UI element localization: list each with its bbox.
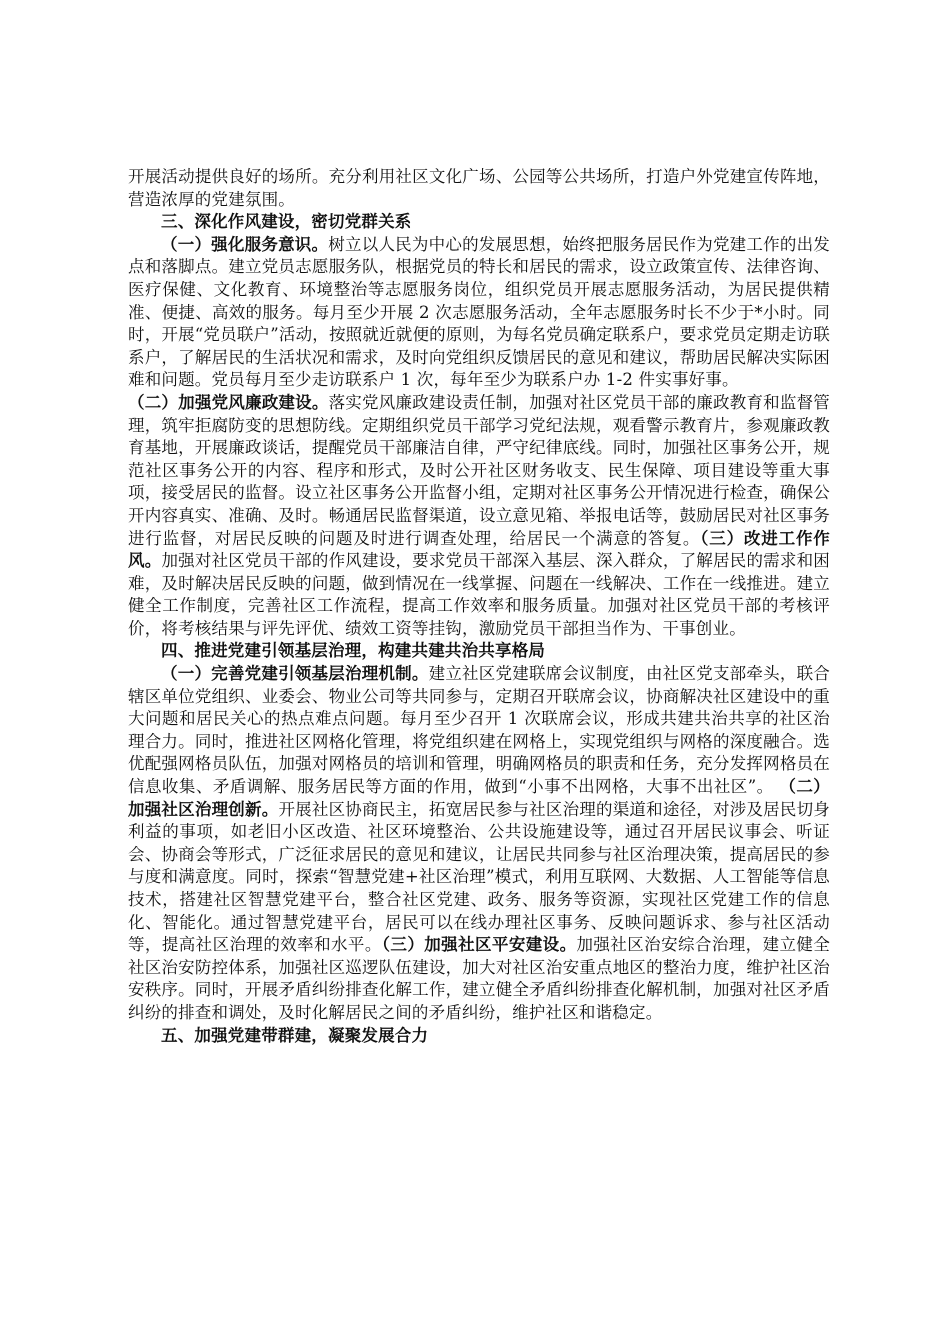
section-heading-5: 五、加强党建带群建，凝聚发展合力 <box>161 1025 429 1045</box>
document-page <box>128 166 830 1047</box>
paragraph-text: 加强对社区党员干部的作风建设，要求党员干部深入基层、深入群众，了解居民的需求和困难，及时解决居民反映的问题，做到情况在一线掌握、问题在一线解决、工作在一线推进。建立健全工作制度，完善社区工作流程，提高工作效率和服务质量。加强对社区党员干部的考核评价，将考核结果与评先评优、绩效工资等挂钩，激励党员干部担当作为、干事创业。 <box>128 551 831 638</box>
subheading-3-2: （二）加强党风廉政建设。 <box>128 392 329 412</box>
paragraph-3-1 <box>128 234 830 392</box>
paragraph-3-2 <box>128 392 830 641</box>
section-heading-4: 四、推进党建引领基层治理，构建共建共治共享格局 <box>161 641 546 661</box>
paragraph-text: 开展活动提供良好的场所。充分利用社区文化广场、公园等公共场所，打造户外党建宣传阵地，营造浓厚的党建氛围。 <box>128 167 830 209</box>
paragraph-text: 开展社区协商民主，拓宽居民参与社区治理的渠道和途径，对涉及居民切身利益的事项，如老旧小区改造、社区环境整治、公共设施建设等，通过召开居民议事会、听证会、协商会等形式，广泛征求居民的意见和建议，让居民共同参与社区治理决策，提高居民的参与度和满意度。同时，探索“智慧党建+社区治理”模式，利用互联网、大数据、人工智能等信息技术，搭建社区智慧党建平台，整合社区党建、政务、服务等资源，实现社区党建工作的信息化、智能化。通过智慧党建平台，居民可以在线办理社区事务、反映问题诉求、参与社区活动等，提高社区治理的效率和水平。 <box>128 799 830 955</box>
paragraph-4-1 <box>128 663 830 1025</box>
paragraph-text: 树立以人民为中心的发展思想，始终把服务居民作为党建工作的出发点和落脚点。建立党员志愿服务队，根据党员的特长和居民的需求，设立政策宣传、法律咨询、医疗保健、文化教育、环境整治等志愿服务岗位，组织党员开展志愿服务活动，为居民提供精准、便捷、高效的服务。每月至少开展 2 次志愿服务活动，全年志愿服务时长不少于*小时。同时，开展“党员联户”活动，按照就近就便的原则，为每名党员确定联系户，要求党员定期走访联系户，了解居民的生活状况和需求，及时向党组织反馈居民的意见和建议，帮助居民解决实际困难和问题。党员每月至少走访联系户 1 次，每年至少为联系户办 1-2 件实事好事。 <box>128 234 831 390</box>
subheading-4-3: （三）加强社区平安建设。 <box>381 935 577 955</box>
subheading-4-1: （一）完善党建引领基层治理机制。 <box>161 664 429 684</box>
paragraph-text: 加强社区治安综合治理，建立健全社区治安防控体系，加强社区巡逻队伍建设，加大对社区治安重点地区的整治力度，维护社区治安秩序。同时，开展矛盾纠纷排查化解工作，建立健全矛盾纠纷排查化解机制，加强对社区矛盾纠纷的排查和调处，及时化解居民之间的矛盾纠纷，维护社区和谐稳定。 <box>128 935 831 1022</box>
subheading-3-3: （三）改进工作作风。 <box>128 528 830 571</box>
subheading-4-2: （二）加强社区治理创新。 <box>128 777 830 819</box>
paragraph-text: 建立社区党建联席会议制度，由社区党支部牵头，联合辖区单位党组织、业委会、物业公司等共同参与，定期召开联席会议，协商解决社区建设中的重大问题和居民关心的热点难点问题。每月至少召开 1 次联席会议，形成共建共治共享的社区治理合力。同时，推进社区网格化管理，将党组织建在网格上，实现党组织与网格的深度融合。选优配强网格员队伍，加强对网格员的培训和管理，明确网格员的职责和任务，充分发挥网格员在信息收集、矛盾调解、服务居民等方面的作用，做到“小事不出网格，大事不出社区”。 <box>128 664 830 797</box>
paragraph-intro <box>128 166 830 211</box>
subheading-3-1: （一）强化服务意识。 <box>161 234 329 254</box>
section-heading-3: 三、深化作风建设，密切党群关系 <box>161 212 412 232</box>
paragraph-text: 落实党风廉政建设责任制，加强对社区党员干部的廉政教育和监督管理，筑牢拒腐防变的思想防线。定期组织党员干部学习党纪法规，观看警示教育片，参观廉政教育基地，开展廉政谈话，提醒党员干部廉洁自律，严守纪律底线。同时，加强社区事务公开，规范社区事务公开的内容、程序和形式，及时公开社区财务收支、民生保障、项目建设等重大事项，接受居民的监督。设立社区事务公开监督小组，定期对社区事务公开情况进行检查，确保公开内容真实、准确、及时。畅通居民监督渠道，设立意见箱、举报电话等，鼓励居民对社区事务进行监督，对居民反映的问题及时进行调查处理，给居民一个满意的答复。 <box>128 392 830 548</box>
